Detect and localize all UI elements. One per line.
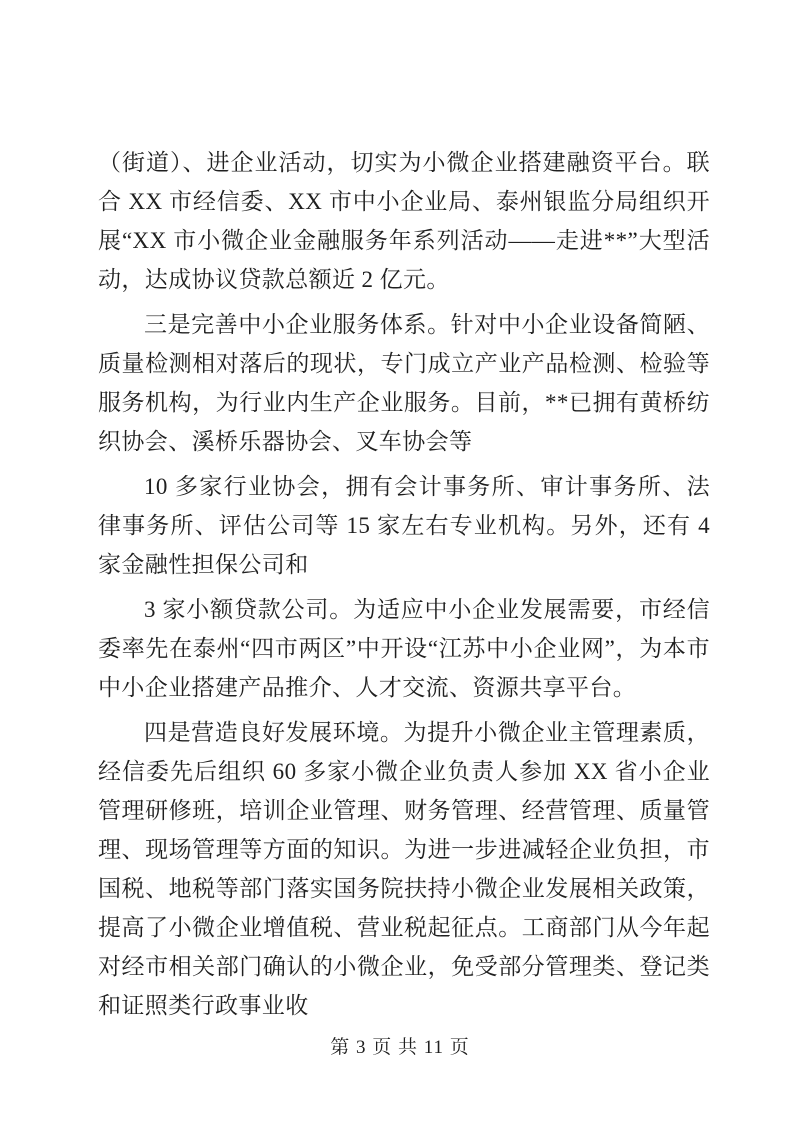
page-number-footer: 第 3 页 共 11 页 <box>330 1037 470 1058</box>
paragraph-point-four: 四是营造良好发展环境。为提升小微企业主管理素质，经信委先后组织 60 多家小微企业负责人参加 XX 省小企业管理研修班，培训企业管理、财务管理、经营管理、质量管理、现场管理等方面的知识。为进一步进减轻企业负担，市国税、地税等部门落实国务院扶持小微企业发展相关政策，提高了小微企业增值税、营业税起征点。工商部门从今年起对经市相关部门确认的小微企业，免受部分管理类、登记类和证照类行政事业收 <box>98 720 710 1018</box>
paragraph-associations: 10 多家行业协会，拥有会计事务所、审计事务所、法律事务所、评估公司等 15 家左右专业机构。另外，还有 4 家金融性担保公司和 <box>98 474 710 577</box>
paragraph-loan-companies: 3 家小额贷款公司。为适应中小企业发展需要，市经信委率先在泰州“四市两区”中开设“江苏中小企业网”，为本市中小企业搭建产品推介、人才交流、资源共享平台。 <box>98 597 710 700</box>
paragraph-point-three: 三是完善中小企业服务体系。针对中小企业设备简陋、质量检测相对落后的现状，专门成立产业产品检测、检验等服务机构，为行业内生产企业服务。目前，**已拥有黄桥纺织协会、溪桥乐器协会、叉车协会等 <box>98 312 710 454</box>
document-body <box>98 0 710 1031</box>
paragraph-continuation: （街道）、进企业活动，切实为小微企业搭建融资平台。联合 XX 市经信委、XX 市中小企业局、泰州银监分局组织开展“XX 市小微企业金融服务年系列活动——走进**”大型活动，达成协议贷款总额近 2 亿元。 <box>98 150 710 292</box>
